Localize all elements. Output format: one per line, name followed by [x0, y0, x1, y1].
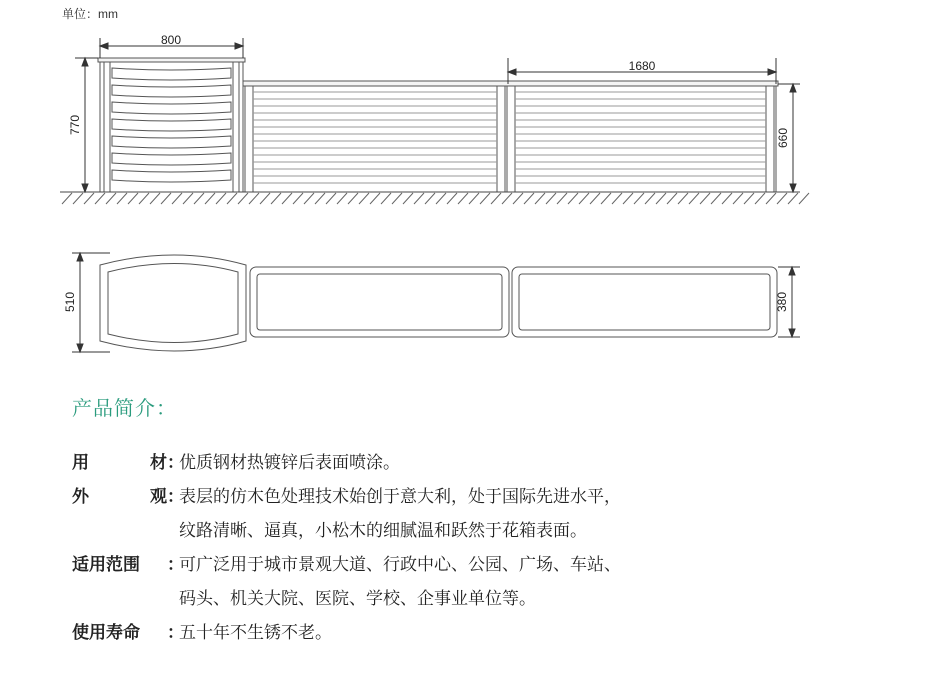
section-title: 产品简介： [72, 396, 177, 420]
spec-label: 适用范围 [72, 555, 140, 575]
spec-label: 用 材 [72, 453, 167, 473]
spec-row-applications: 适用范围 ： 可广泛用于城市景观大道、行政中心、公园、广场、车站、 码头、机关大院、医院、学校、企事业单位等。 [72, 548, 922, 616]
dim-front-width: 800 [160, 33, 182, 47]
dim-side-height: 660 [776, 127, 790, 149]
spec-value: 表层的仿木色处理技术始创于意大利，处于国际先进水平， 纹路清晰、逼真，小松木的细腻温和跃然于花箱表面。 [179, 487, 621, 541]
tall-planter-elevation [98, 58, 245, 192]
unit-label: 单位：mm [62, 7, 118, 21]
spec-label: 使用寿命 [72, 623, 140, 643]
spec-row-material: 用 材 ： 优质钢材热镀锌后表面喷涂。 [72, 446, 922, 480]
dim-top-depth-small: 380 [775, 291, 789, 313]
spec-value: 可广泛用于城市景观大道、行政中心、公园、广场、车站、 码头、机关大院、医院、学校、企事业单位等。 [179, 555, 621, 609]
dim-front-height: 770 [68, 114, 82, 136]
spec-value: 五十年不生锈不老。 [179, 623, 332, 643]
spec-value: 优质钢材热镀锌后表面喷涂。 [179, 453, 400, 473]
dim-side-width: 1680 [628, 59, 656, 73]
planter-top-view [100, 255, 777, 351]
spec-row-lifespan: 使用寿命 ： 五十年不生锈不老。 [72, 616, 922, 650]
dim-top-depth-large: 510 [63, 291, 77, 313]
spec-list [72, 446, 922, 650]
long-planter-elevation [243, 81, 778, 192]
spec-row-appearance: 外 观 ： 表层的仿木色处理技术始创于意大利，处于国际先进水平， 纹路清晰、逼真，小松木的细腻温和跃然于花箱表面。 [72, 480, 922, 548]
spec-label: 外 观 [72, 487, 167, 507]
